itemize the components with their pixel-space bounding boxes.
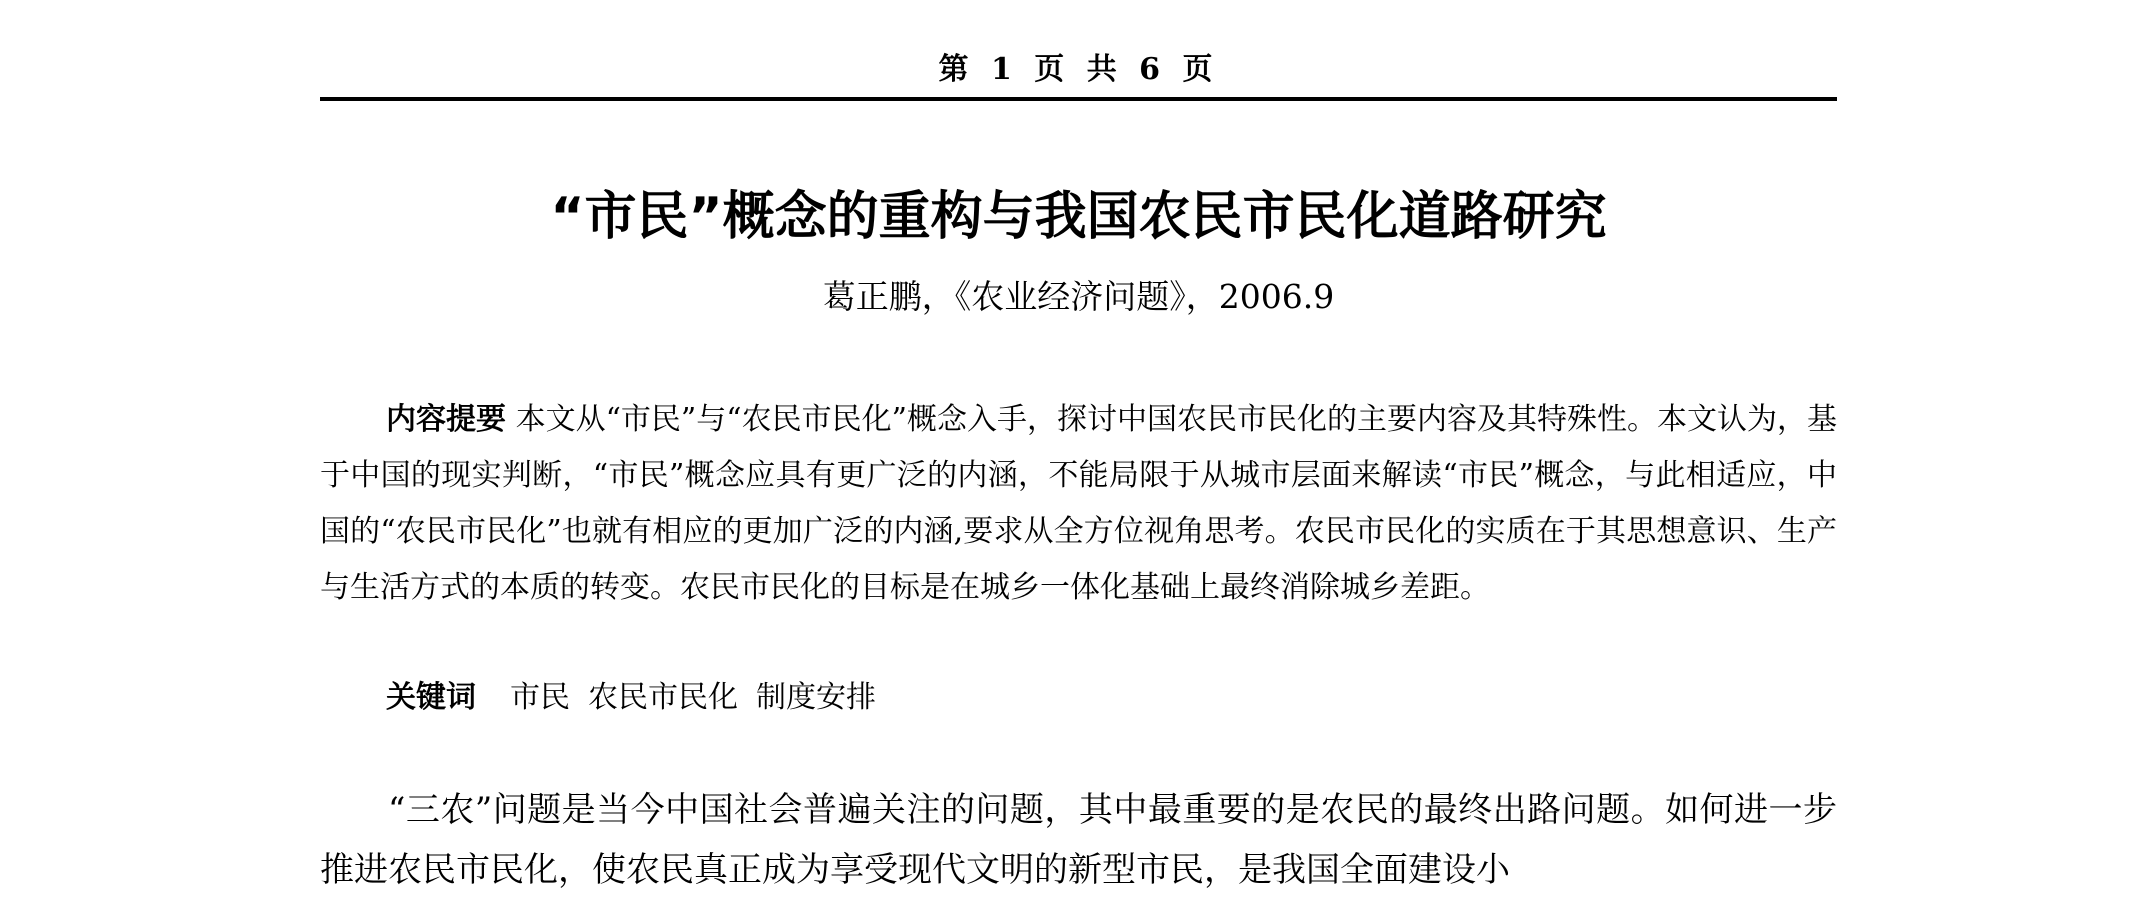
abstract-paragraph xyxy=(320,392,1837,616)
abstract-spacer xyxy=(506,402,516,437)
abstract-text: 本文从“市民”与“农民市民化”概念入手，探讨中国农民市民化的主要内容及其特殊性。本文认为，基于中国的现实判断，“市民”概念应具有更广泛的内涵，不能局限于从城市层面来解读“市民”概念，与此相适应，中国的“农民市民化”也就有相应的更加广泛的内涵,要求从全方位视角思考。农民市民化的实质在于其思想意识、生产与生活方式的本质的转变。农民市民化的目标是在城乡一体化基础上最终消除城乡差距。 xyxy=(320,402,1837,605)
keyword-item: 农民市民化 xyxy=(588,680,738,715)
body-paragraph xyxy=(320,780,1837,900)
abstract-label: 内容提要 xyxy=(386,402,507,437)
keyword-item: 制度安排 xyxy=(756,680,876,715)
article-byline: 葛正鹏，《农业经济问题》，2006.9 xyxy=(822,277,1335,316)
header-divider xyxy=(320,97,1837,101)
keyword-item: 市民 xyxy=(510,680,570,715)
keywords-line xyxy=(386,670,1836,726)
body-paragraph-text: “三农”问题是当今中国社会普遍关注的问题，其中最重要的是农民的最终出路问题。如何进一步推进农民市民化，使农民真正成为享受现代文明的新型市民，是我国全面建设小 xyxy=(320,790,1837,890)
page-indicator: 第 1 页 共 6 页 xyxy=(938,52,1219,87)
keywords-label: 关键词 xyxy=(386,680,476,715)
article-title: “市民”概念的重构与我国农民市民化道路研究 xyxy=(550,187,1607,247)
